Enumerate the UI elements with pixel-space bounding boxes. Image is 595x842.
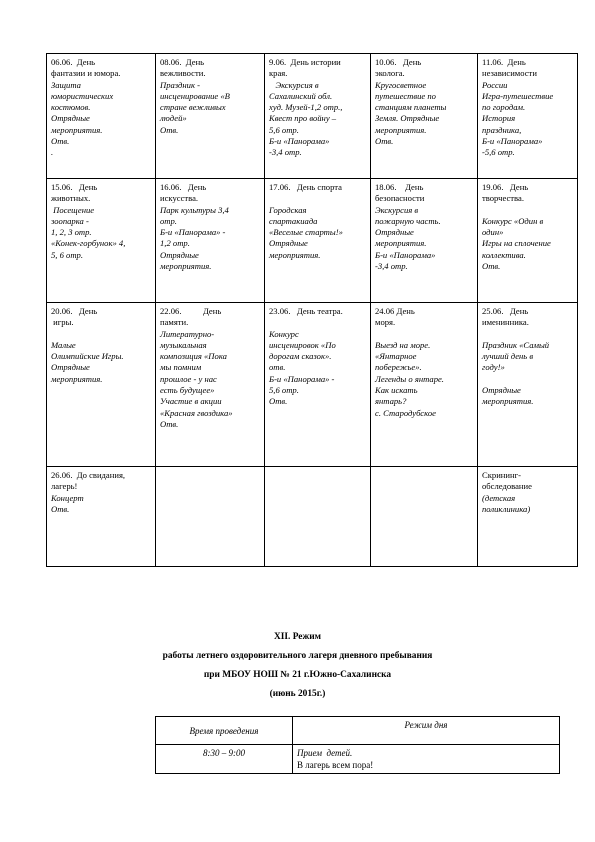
- time-column-header: Время проведения: [156, 717, 293, 745]
- day-date-label: 22.06. День: [160, 306, 222, 316]
- day-activity-line: [269, 317, 366, 328]
- day-activity-line: мероприятия.: [375, 124, 427, 135]
- calendar-day-cell: [47, 467, 156, 567]
- day-activity-line: прошлое - у нас: [160, 373, 217, 384]
- day-activity-line: эколога.: [375, 68, 405, 79]
- day-activity-line: мы помним: [160, 362, 202, 373]
- day-activity-line: Конкурс: [269, 328, 299, 339]
- day-activity-line: мероприятия.: [51, 373, 103, 384]
- day-activity-line: один»: [482, 227, 504, 238]
- day-activity-line: Участие в акции: [160, 396, 222, 407]
- day-activity-line: Городская: [269, 204, 307, 215]
- day-activity-line: обследование: [482, 481, 532, 492]
- calendar-day-cell: [265, 467, 371, 567]
- day-activity-line: Сахалинский обл.: [269, 90, 333, 101]
- day-activity-line: с. Стародубское: [375, 407, 436, 418]
- calendar-day-cell: [156, 54, 265, 179]
- day-activity-line: Отв.: [160, 418, 179, 429]
- calendar-day-cell: [478, 54, 578, 179]
- day-activity-line: костюмов.: [51, 102, 91, 113]
- day-activity-line: Отв.: [51, 136, 70, 147]
- day-activity-line: пожарную часть.: [375, 215, 441, 226]
- day-date-label: 10.06. День: [375, 57, 422, 67]
- day-date-label: 24.06 День: [375, 306, 415, 316]
- day-activity-line: [375, 329, 473, 340]
- day-activity-line: Выезд на море.: [375, 339, 431, 350]
- day-activity-line: лучший день в: [482, 351, 534, 362]
- day-activity-line: Земля. Отрядные: [375, 113, 440, 124]
- schedule-mode-line: В лагерь всем пора!: [297, 760, 374, 770]
- day-activity-line: Отрядные: [269, 238, 308, 249]
- day-activity-line: Игры на сплочение: [482, 238, 551, 249]
- day-activity-line: Праздник «Самый: [482, 339, 550, 350]
- activity-calendar-table: [46, 53, 578, 567]
- day-activity-line: худ. Музей-1,2 отр.,: [269, 102, 343, 113]
- day-activity-line: по городам.: [482, 102, 526, 113]
- day-date-label: 11.06. День: [482, 57, 526, 67]
- schedule-mode-cell: [293, 745, 560, 774]
- heading-line-4: (июнь 2015г.): [269, 689, 326, 699]
- day-activity-line: Малые: [51, 339, 76, 350]
- day-activity-line: [482, 329, 573, 340]
- calendar-day-cell: [47, 179, 156, 303]
- day-activity-line: стране вежливых: [160, 102, 226, 113]
- calendar-row: [47, 179, 578, 303]
- schedule-mode-line: Прием детей.: [297, 748, 353, 758]
- heading-line-3: при МБОУ НОШ № 21 г.Южно-Сахалинска: [203, 670, 392, 680]
- day-activity-line: отв.: [269, 362, 286, 373]
- day-date-label: 06.06. День: [51, 57, 96, 67]
- day-activity-line: Парк культуры 3,4: [160, 204, 229, 215]
- day-activity-line: вежливости.: [160, 68, 206, 79]
- day-activity-line: Отв.: [375, 136, 394, 147]
- day-activity-line: 1,2 отр.: [160, 238, 190, 249]
- day-activity-line: поликлиника): [482, 503, 531, 514]
- day-activity-line: янтарь?: [375, 396, 407, 407]
- calendar-day-cell: [156, 303, 265, 467]
- day-activity-line: Отв.: [269, 396, 288, 407]
- day-activity-line: Б-и «Панорама» -: [269, 373, 335, 384]
- day-activity-line: Посещение: [51, 204, 95, 215]
- calendar-day-cell: [478, 179, 578, 303]
- day-activity-line: [482, 374, 573, 385]
- schedule-time-cell: 8:30 – 9:00: [156, 745, 293, 774]
- day-activity-line: памяти.: [160, 317, 189, 328]
- day-date-label: 17.06. День спорта: [269, 182, 342, 192]
- day-date-label: 26.06. До свидания,: [51, 470, 126, 480]
- day-activity-line: композиция «Пока: [160, 351, 227, 362]
- calendar-day-cell: [265, 303, 371, 467]
- calendar-day-cell: [371, 54, 478, 179]
- day-activity-line: музыкальная: [160, 339, 207, 350]
- day-activity-line: праздника,: [482, 124, 522, 135]
- calendar-day-cell: [47, 303, 156, 467]
- calendar-row: [47, 303, 578, 467]
- calendar-row: [47, 467, 578, 567]
- day-activity-line: Отрядные: [51, 113, 90, 124]
- day-activity-line: независимости: [482, 68, 537, 79]
- day-activity-line: 5,6 отр.: [269, 385, 299, 396]
- day-activity-line: спартакиада: [269, 215, 318, 226]
- day-activity-line: «Красная гвоздика»: [160, 407, 233, 418]
- schedule-heading: [0, 628, 595, 704]
- day-activity-line: Квест про войну –: [269, 113, 337, 124]
- heading-line-2: работы летнего оздоровительного лагеря дневного пребывания: [162, 651, 433, 661]
- day-activity-line: коллектива.: [482, 249, 526, 260]
- day-activity-line: Концерт: [51, 492, 84, 503]
- heading-line-1: XII. Режим: [273, 632, 322, 642]
- day-activity-line: мероприятия.: [51, 124, 103, 135]
- day-activity-line: мероприятия.: [269, 249, 321, 260]
- calendar-day-cell: [371, 303, 478, 467]
- day-activity-line: зоопарка -: [51, 215, 89, 226]
- day-activity-line: Праздник -: [160, 79, 200, 90]
- calendar-day-cell: [478, 303, 578, 467]
- mode-column-header: Режим дня: [293, 717, 560, 745]
- day-activity-line: Б-и «Панорама»: [375, 249, 436, 260]
- day-activity-line: животных.: [51, 193, 91, 204]
- day-date-label: 9.06. День истории: [269, 57, 341, 67]
- day-activity-line: России: [482, 79, 508, 90]
- calendar-day-cell: [371, 179, 478, 303]
- day-activity-line: Отв.: [160, 124, 179, 135]
- day-activity-line: искусства.: [160, 193, 199, 204]
- calendar-row: [47, 54, 578, 179]
- day-activity-line: «Конек-горбунок» 4,: [51, 238, 126, 249]
- day-activity-line: Отв.: [482, 261, 501, 272]
- day-activity-line: юмористических: [51, 90, 114, 101]
- day-date-label: 25.06. День: [482, 306, 529, 316]
- day-activity-line: лагерь!: [51, 481, 78, 492]
- day-activity-line: творчества.: [482, 193, 524, 204]
- day-activity-line: Б-и «Панорама» -: [160, 227, 226, 238]
- day-activity-line: -3,4 отр.: [375, 261, 408, 272]
- day-activity-line: дорогам сказок».: [269, 351, 332, 362]
- day-activity-line: Конкурс «Один в: [482, 215, 544, 226]
- day-date-label: 16.06. День: [160, 182, 207, 192]
- day-activity-line: году!»: [482, 362, 505, 373]
- day-activity-line: Отрядные: [375, 227, 414, 238]
- day-activity-line: есть будущее»: [160, 385, 215, 396]
- calendar-day-cell: [265, 54, 371, 179]
- day-activity-line: (детская: [482, 492, 516, 503]
- schedule-row: [156, 745, 560, 774]
- day-activity-line: Игра-путешествие: [482, 90, 554, 101]
- day-activity-line: Отрядные: [482, 385, 521, 396]
- day-activity-line: -5,6 отр.: [482, 147, 515, 158]
- day-activity-line: Отв.: [51, 503, 70, 514]
- day-activity-line: путешествие по: [375, 90, 436, 101]
- day-date-label: 20.06. День: [51, 306, 98, 316]
- day-activity-line: Олимпийские Игры.: [51, 351, 124, 362]
- day-activity-line: людей»: [160, 113, 187, 124]
- day-activity-line: мероприятия.: [482, 396, 534, 407]
- day-activity-line: фантазии и юмора.: [51, 68, 121, 79]
- day-activity-line: История: [482, 113, 516, 124]
- day-activity-line: .: [51, 147, 54, 158]
- day-activity-line: 5, 6 отр.: [51, 249, 83, 260]
- day-activity-line: Отрядные: [51, 362, 90, 373]
- day-date-label: 18.06. День: [375, 182, 424, 192]
- day-activity-line: Б-и «Панорама»: [482, 136, 543, 147]
- day-activity-line: Отрядные: [160, 249, 199, 260]
- day-activity-line: инсценирование «В: [160, 90, 230, 101]
- day-activity-line: именинника.: [482, 317, 529, 328]
- calendar-day-cell: [371, 467, 478, 567]
- day-activity-line: побережье».: [375, 362, 422, 373]
- day-activity-line: безопасности: [375, 193, 425, 204]
- day-date-label: 19.06. День: [482, 182, 529, 192]
- day-activity-line: моря.: [375, 317, 396, 328]
- day-activity-line: станциям планеты: [375, 102, 447, 113]
- day-activity-line: Как искать: [375, 385, 418, 396]
- day-activity-line: Кругосветное: [375, 79, 427, 90]
- day-date-label: 15.06. День: [51, 182, 98, 192]
- day-activity-line: мероприятия.: [375, 238, 427, 249]
- day-activity-line: края.: [269, 68, 288, 79]
- day-activity-line: Легенды о янтаре.: [375, 373, 444, 384]
- day-date-label: 08.06. День: [160, 57, 205, 67]
- calendar-day-cell: [156, 179, 265, 303]
- schedule-header-row: [156, 717, 560, 745]
- day-activity-line: 5,6 отр.: [269, 124, 299, 135]
- day-activity-line: Экскурсия в: [375, 204, 419, 215]
- day-activity-line: [269, 193, 366, 204]
- day-activity-line: [482, 205, 573, 216]
- calendar-day-cell: [156, 467, 265, 567]
- calendar-day-cell: [265, 179, 371, 303]
- day-activity-line: «Янтарное: [375, 351, 417, 362]
- day-activity-line: игры.: [51, 317, 74, 328]
- day-activity-line: 1, 2, 3 отр.: [51, 227, 92, 238]
- day-date-label: 23.06. День театра.: [269, 306, 343, 316]
- day-activity-line: инсценировок «По: [269, 339, 336, 350]
- daily-schedule-table: [155, 716, 560, 774]
- day-activity-line: [51, 329, 151, 340]
- day-activity-line: «Веселые старты!»: [269, 227, 343, 238]
- day-activity-line: отр.: [160, 215, 177, 226]
- day-activity-line: мероприятия.: [160, 261, 212, 272]
- day-activity-line: -3,4 отр.: [269, 147, 302, 158]
- day-activity-line: Защита: [51, 79, 81, 90]
- day-activity-line: Экскурсия в: [269, 79, 319, 90]
- day-activity-line: Б-и «Панорама»: [269, 136, 330, 147]
- day-activity-line: Литературно-: [160, 328, 215, 339]
- day-date-label: Скрининг-: [482, 470, 521, 480]
- calendar-day-cell: [47, 54, 156, 179]
- calendar-day-cell: [478, 467, 578, 567]
